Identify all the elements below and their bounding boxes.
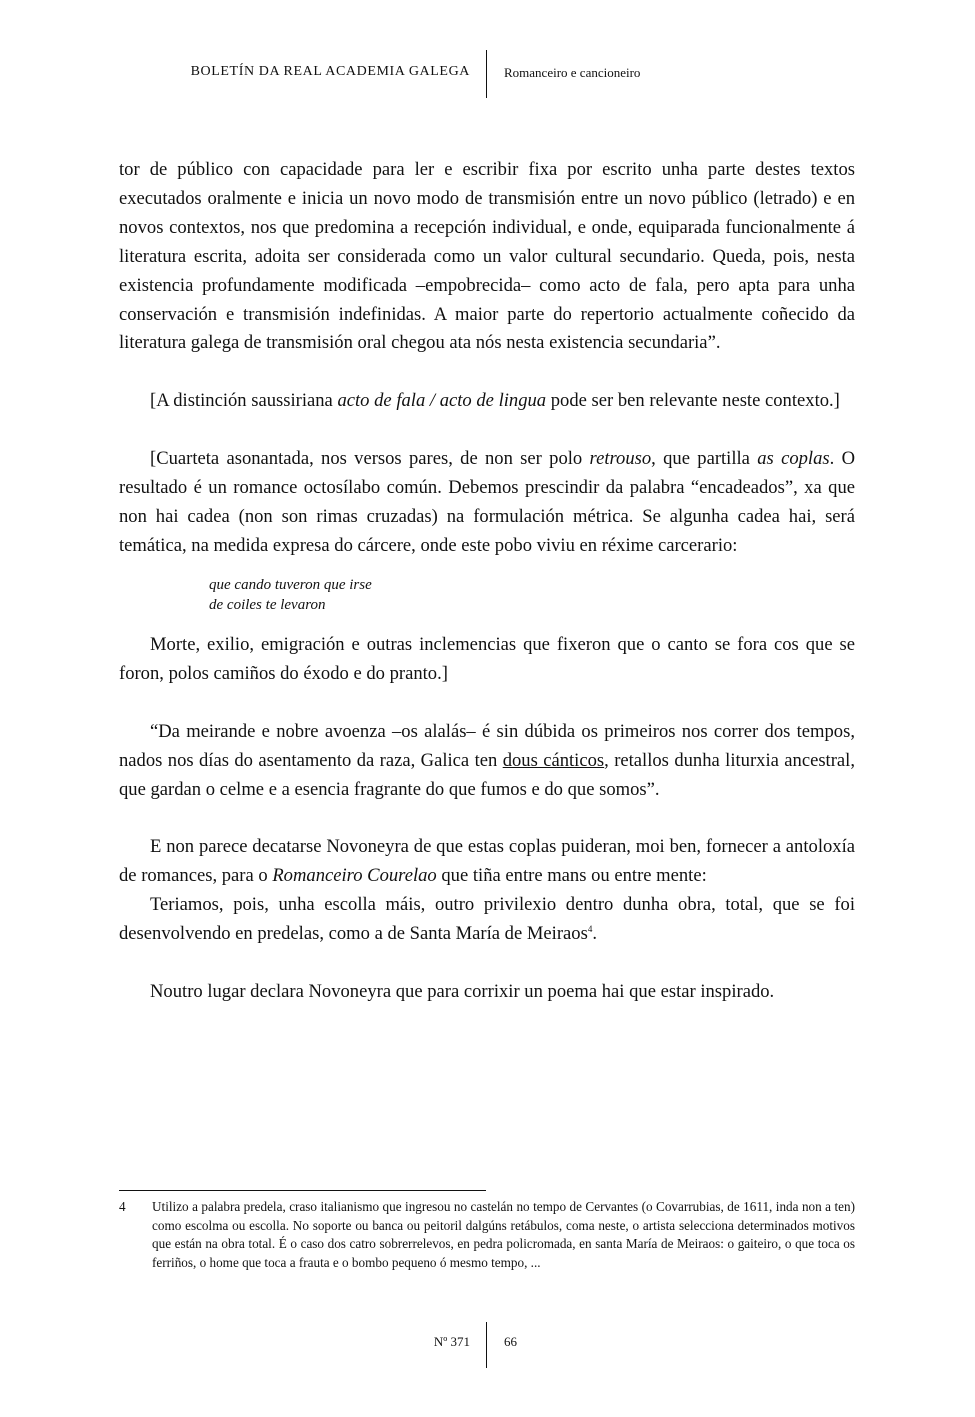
paragraph-7 [119,891,855,949]
footnote-divider [119,1190,486,1191]
footer-divider [486,1322,487,1368]
paragraph-gap [119,358,855,387]
main-text [119,156,855,1007]
paragraph-1: tor de público con capacidade para ler e escribir fixa por escrito unha parte destes textos executados oralmente e inicia un novo modo de transmisión entre un novo público (letrado) e en novos contextos, nos que predomina a recepción individual, e onde, equiparada funcionalmente á literatura escrita, adoita ser considerada como un valor cultural secundario. Queda, pois, nesta existencia profundamente modificada –empobrecida– como acto de fala, pero apta para unha conservación e transmisión indefinidas. A maior parte do repertorio actualmente coñecido da literatura galega de transmisión oral chegou ata nós nesta existencia secundaria”. [119,159,855,354]
paragraph-gap [119,804,855,833]
underlined-term: dous cánticos [502,749,605,771]
text-run: . [592,923,597,945]
journal-title: BOLETÍN DA REAL ACADEMIA GALEGA [190,64,470,79]
text-run: “Da meirande e nobre avoenza –os alalás– é sin dúbida os primeiros nos correr dos tempos, nados nos días do asentamento da raza, Galica ten [119,720,855,771]
italic-term: retrouso [589,448,652,470]
text-run: pode ser ben relevante neste contexto.] [546,390,840,412]
paragraph-gap [119,689,855,718]
verse-line: de coiles te levaron [209,596,326,613]
section-title: Romanceiro e cancioneiro [504,65,641,80]
text-run: , que partilla [651,448,758,470]
italic-term: as coplas [757,448,830,470]
running-footer [0,1322,975,1370]
verse-quote [209,561,855,631]
paragraph-5 [119,718,855,805]
paragraph-6 [119,833,855,891]
footnote-ref[interactable]: 4 [587,924,593,935]
paragraph-2 [119,387,855,416]
issue-number: Nº 371 [433,1334,470,1349]
running-header [0,50,975,100]
paragraph-gap [119,949,855,978]
paragraph-gap [119,416,855,445]
text-run: Teriamos, pois, unha escolla máis, outro privilexio dentro dunha obra, total, que se foi desenvolvendo en predelas, como a de Santa María de Meiraos [119,894,855,945]
text-run: que tiña entre mans ou entre mente: [436,865,707,887]
text-run: , retallos dunha liturxia ancestral, que gardan o celme e a esencia fragrante do que fumos e do que somos”. [119,749,855,800]
text-run: . O resultado é un romance octosílabo común. Debemos prescindir da palabra “encadeados”, xa que non hai cadea (non son rimas cruzadas) na formulación métrica. Se algunha cadea hai, será temática, na medida expresa do cárcere, onde este pobo viviu en réxime carcerario: [119,448,856,556]
footnote-text: Utilizo a palabra predela, craso italianismo que ingresou no castelán no tempo de Cervantes (o Covarrubias, de 1611, inda non a ten) como escolma ou escolla. No soporte ou banca ou peitoril dalgúns retábulos, coma neste, o artista selecciona determinados motivos que están na obra total. É o caso dos catro sobrerrelevos, en pedra policromada, en santa María de Meiraos: o gaiteiro, o que toca os ferriños, o home que toca a frauta e o bombo pequeno ó mesmo tempo, ... [152,1199,855,1270]
header-divider [486,50,487,98]
paragraph-3 [119,445,855,561]
paragraph-4: Morte, exilio, emigración e outras inclemencias que fixeron que o canto se fora cos que se foron, polos camiños do éxodo e do pranto.] [119,633,855,684]
italic-term: acto de fala / acto de lingua [337,390,547,412]
text-run: [A distinción saussiriana [150,390,338,412]
footnote [119,1198,855,1272]
text-run: [Cuarteta asonantada, nos versos pares, de non ser polo [150,448,590,470]
text-run: E non parece decatarse Novoneyra de que estas coplas puideran, moi ben, fornecer a antoloxía de romances, para o [119,836,855,887]
page-number: 66 [504,1334,517,1349]
italic-title: Romanceiro Courelao [272,865,437,887]
footnote-number: 4 [119,1199,126,1214]
paragraph-8: Noutro lugar declara Novoneyra que para corrixir un poema hai que estar inspirado. [150,981,775,1003]
verse-line: que cando tuveron que irse [209,576,372,593]
